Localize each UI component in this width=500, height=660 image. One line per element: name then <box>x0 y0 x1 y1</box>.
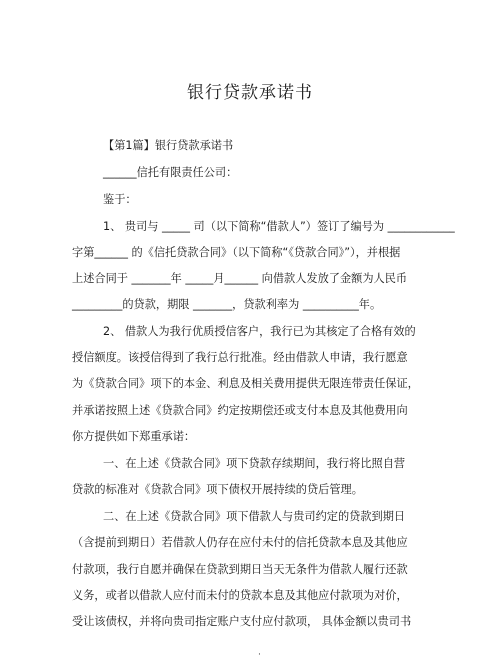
paragraph-line: 二、在上述《贷款合同》项下借款人与贵司约定的贷款到期日 <box>103 510 406 523</box>
paragraph-line: 贷款的标准对《贷款合同》项下债权开展持续的贷后管理。 <box>72 483 363 496</box>
paragraph-line: 为《贷款合同》项下的本金、利息及相关费用提供无限连带责任保证， <box>72 377 419 390</box>
paragraph-line: 上述合同于 _______年 _____月______ 向借款人发放了金额为人民币 <box>72 272 408 285</box>
whereas-label: 鉴于： <box>103 193 137 206</box>
paragraph-line: 义务，或者以借款人应付而未付的贷款本息及其他应付款项为对价， <box>72 589 408 602</box>
paragraph-line: 1、 贵司与 _____ 司（以下简称“借款人”）签订了编号为 ____________ <box>103 220 455 233</box>
paragraph-line: _________的贷款，期限 _______，贷款利率为 __________年。 <box>72 298 382 311</box>
document-title: 银行贷款承诺书 <box>187 83 313 103</box>
paragraph-line: 受让该债权，并将向贵司指定账户支付应付款项， 具体金额以贵司书 <box>72 615 412 628</box>
paragraph-line: 授信额度。该授信得到了我行总行批准。经由借款人申请，我行愿意 <box>72 351 408 364</box>
page-footer-mark: · <box>258 650 261 660</box>
paragraph-line: 一、在上述《贷款合同》项下贷款存续期间，我行将比照自营 <box>103 457 406 470</box>
paragraph-line: （含提前到期日）若借款人仍存在应付未付的信托贷款本息及其他应 <box>72 536 408 549</box>
paragraph-line: 并承诺按照上述《贷款合同》约定按期偿还或支付本息及其他费用向 <box>72 404 408 417</box>
paragraph-line: 字第______ 的《信托贷款合同》（以下简称“《贷款合同》”），并根据 <box>72 246 401 259</box>
addressee-line: ______信托有限责任公司： <box>103 166 238 179</box>
paragraph-line: 付款项，我行自愿并确保在贷款到期日当天无条件为借款人履行还款 <box>72 563 408 576</box>
section-heading: 【第1篇】银行贷款承诺书 <box>103 139 234 152</box>
paragraph-line: 你方提供如下郑重承诺： <box>72 430 196 443</box>
paragraph-line: 2、 借款人为我行优质授信客户，我行已为其核定了合格有效的 <box>103 325 416 338</box>
